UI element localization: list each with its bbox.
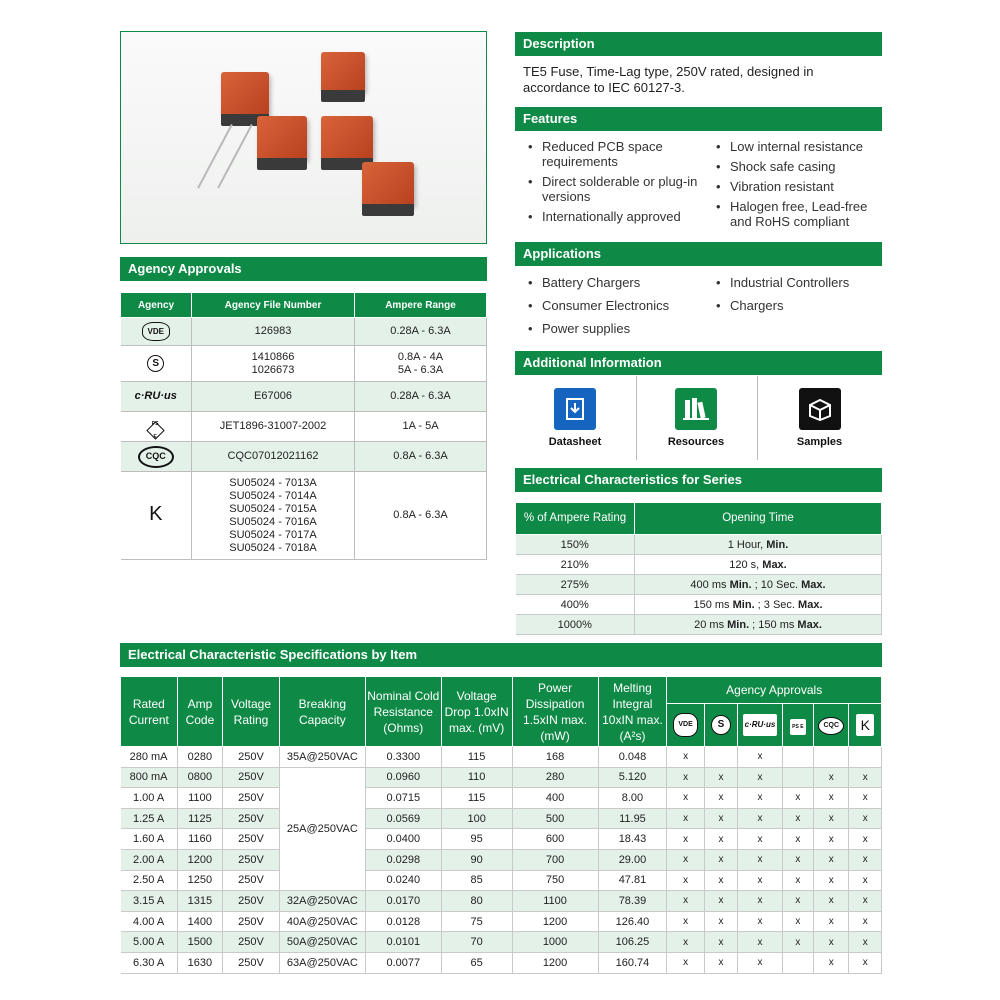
fuse-image	[221, 72, 269, 116]
applications-list-left	[528, 275, 708, 341]
table-row: 400% 150 ms Min. ; 3 Sec. Max.	[516, 595, 882, 615]
features-list-right	[716, 139, 882, 234]
column-header: Agency	[121, 293, 192, 318]
table-row: VDE 126983 0.28A - 6.3A	[121, 318, 487, 346]
column-header: % of Ampere Rating	[516, 503, 635, 535]
semko-logo-icon: S	[711, 715, 731, 735]
table-row: 1.00 A 1100 250V 0.0715 115 400 8.00 x x x x x x	[121, 788, 882, 809]
pse-logo-icon: PS E	[147, 422, 165, 440]
table-row: 4.00 A 1400 250V 40A@250VAC 0.0128 75 1200 126.40 x x x x x x	[121, 911, 882, 932]
column-header: Voltage Rating	[223, 677, 280, 747]
column-header: Breaking Capacity	[279, 677, 365, 747]
list-item: • Internationally approved	[528, 209, 698, 224]
table-row: S 1410866 1026673 0.8A - 4A 5A - 6.3A	[121, 346, 487, 382]
series-characteristics-header: Electrical Characteristics for Series	[515, 468, 882, 492]
agency-approvals-header: Agency Approvals	[120, 257, 487, 281]
table-row: 1.25 A 1125 250V 0.0569 100 500 11.95 x x x x x x	[121, 808, 882, 829]
bookshelf-icon	[675, 388, 717, 430]
table-row: CQC CQC07012021162 0.8A - 6.3A	[121, 442, 487, 472]
cul-us-logo-icon: c·RU·us	[743, 714, 778, 736]
list-item: • Low internal resistance	[716, 139, 882, 154]
table-row: K SU05024 - 7013A SU05024 - 7014A SU05024 - 7015A SU05024 - 7016A SU05024 - 7017A SU05024 - 7018A 0.8A - 6.3A	[121, 472, 487, 560]
list-item: • Consumer Electronics	[528, 298, 708, 313]
list-item: • Shock safe casing	[716, 159, 882, 174]
column-header: Agency Approvals	[667, 677, 882, 704]
cqc-logo-icon: CQC	[138, 446, 174, 468]
list-item: • Direct solderable or plug-in versions	[528, 174, 698, 204]
table-row: 6.30 A 1630 250V 63A@250VAC 0.0077 65 1200 160.74 x x x x x	[121, 952, 882, 973]
list-item: • Power supplies	[528, 321, 708, 336]
table-row: 1.60 A 1160 250V 0.0400 95 600 18.43 x x x x x x	[121, 829, 882, 850]
vde-logo-icon: VDE	[673, 713, 697, 737]
column-header: Nominal Cold Resistance (Ohms)	[365, 677, 441, 747]
description-header: Description	[515, 32, 882, 56]
list-item: • Chargers	[716, 298, 882, 313]
kc-logo-icon: K	[856, 714, 874, 736]
specs-header: Electrical Characteristic Specifications by Item	[120, 643, 882, 667]
samples-label: Samples	[796, 436, 843, 448]
table-row: 150% 1 Hour, Min.	[516, 535, 882, 555]
specs-table	[120, 676, 882, 974]
samples-link[interactable]	[757, 376, 882, 460]
features-header: Features	[515, 107, 882, 131]
cul-us-logo-icon: c·RU·us	[134, 390, 177, 402]
datasheet-download-icon	[554, 388, 596, 430]
series-characteristics-table	[515, 502, 882, 635]
list-item: • Reduced PCB space requirements	[528, 139, 698, 169]
table-row: 1000% 20 ms Min. ; 150 ms Max.	[516, 615, 882, 635]
list-item: • Halogen free, Lead-free and RoHS compliant	[716, 199, 882, 229]
list-item: • Industrial Controllers	[716, 275, 882, 290]
table-row: PS E JET1896-31007-2002 1A - 5A	[121, 412, 487, 442]
column-header: Power Dissipation 1.5xIN max. (mW)	[512, 677, 598, 747]
agency-approvals-table	[120, 292, 487, 560]
fuse-image	[362, 162, 414, 206]
cqc-logo-icon: CQC	[818, 717, 844, 735]
table-row: 210% 120 s, Max.	[516, 555, 882, 575]
fuse-image	[321, 52, 365, 92]
table-row: 275% 400 ms Min. ; 10 Sec. Max.	[516, 575, 882, 595]
list-item: • Battery Chargers	[528, 275, 708, 290]
column-header: Opening Time	[635, 503, 882, 535]
table-row: 2.50 A 1250 250V 0.0240 85 750 47.81 x x x x x x	[121, 870, 882, 891]
applications-header: Applications	[515, 242, 882, 266]
additional-info-header: Additional Information	[515, 351, 882, 375]
table-row: 5.00 A 1500 250V 50A@250VAC 0.0101 70 1000 106.25 x x x x x x	[121, 932, 882, 953]
table-row: c·RU·us E67006 0.28A - 6.3A	[121, 382, 487, 412]
column-header: Voltage Drop 1.0xIN max. (mV)	[441, 677, 512, 747]
vde-logo-icon: VDE	[142, 322, 170, 341]
product-photo	[120, 31, 487, 244]
kc-logo-icon: K	[149, 502, 163, 525]
datasheet-link[interactable]	[515, 376, 635, 460]
table-row: 3.15 A 1315 250V 32A@250VAC 0.0170 80 1100 78.39 x x x x x x	[121, 891, 882, 912]
resources-link[interactable]	[636, 376, 756, 460]
features-list-left	[528, 139, 698, 229]
list-item: • Vibration resistant	[716, 179, 882, 194]
column-header: Rated Current	[121, 677, 178, 747]
column-header: Ampere Range	[355, 293, 487, 318]
table-row: 2.00 A 1200 250V 0.0298 90 700 29.00 x x x x x x	[121, 849, 882, 870]
resources-label: Resources	[667, 436, 725, 448]
box-icon	[799, 388, 841, 430]
semko-logo-icon: S	[147, 355, 164, 372]
column-header: Amp Code	[177, 677, 223, 747]
fuse-image	[321, 116, 373, 160]
applications-list-right	[716, 275, 882, 318]
fuse-image	[257, 116, 307, 160]
column-header: Agency File Number	[192, 293, 355, 318]
table-row: 280 mA 0280 250V 35A@250VAC 0.3300 115 168 0.048 x x	[121, 747, 882, 768]
description-text: TE5 Fuse, Time-Lag type, 250V rated, designed in accordance to IEC 60127-3.	[523, 64, 814, 95]
datasheet-label: Datasheet	[548, 436, 602, 448]
pse-logo-icon: PS E	[790, 719, 806, 735]
column-header: Melting Integral 10xIN max. (A²s)	[598, 677, 667, 747]
table-row: 800 mA 0800 250V 25A@250VAC 0.0960 110 280 5.120 x x x x x	[121, 767, 882, 788]
